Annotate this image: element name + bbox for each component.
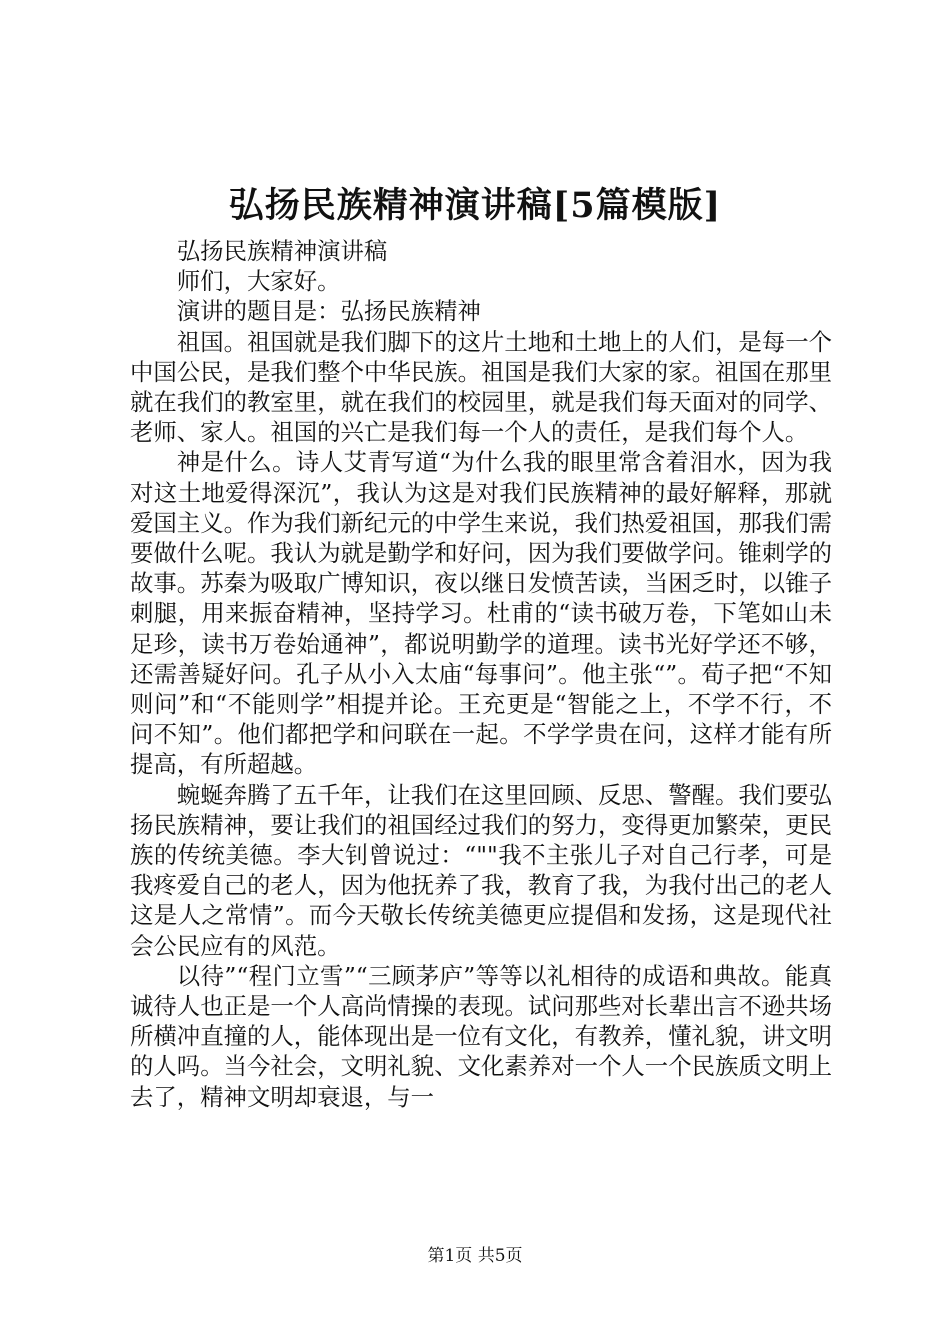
paragraph: 师们，大家好。 xyxy=(176,267,341,296)
document-body xyxy=(130,236,832,1112)
paragraph: 神是什么。诗人艾青写道“为什么我的眼里常含着泪水，因为我对这土地爱得深沉”，我认为这是对我们民族精神的最好解释，那就爱国主义。作为我们新纪元的中学生来说，我们热爱祖国，那我们需要做什么呢。我认为就是勤学和好问，因为我们要做学问。锥刺学的故事。苏秦为吸取广博知识，夜以继日发愤苦读，当困乏时，以锥子刺腿，用来振奋精神，坚持学习。杜甫的“读书破万卷，下笔如山未足珍，读书万卷始通神”，都说明勤学的道理。读书光好学还不够，还需善疑好问。孔子从小入太庙“每事问”。他主张“”。荀子把“不知则问”和“不能则学”相提并论。王充更是“智能之上，不学不行，不问不知”。他们都把学和问联在一起。不学学贵在问，这样才能有所提高，有所超越。 xyxy=(130,448,832,779)
paragraph: 祖国。祖国就是我们脚下的这片土地和土地上的人们，是每一个中国公民，是我们整个中华民族。祖国是我们大家的家。祖国在那里就在我们的教室里，就在我们的校园里，就是我们每天面对的同学、老师、家人。祖国的兴亡是我们每一个人的责任，是我们每个人。 xyxy=(130,327,832,447)
paragraph: 以待”“程门立雪”“三顾茅庐”等等以礼相待的成语和典故。能真诚待人也正是一个人高尚情操的表现。试问那些对长辈出言不逊共场所横冲直撞的人，能体现出是一位有文化，有教养，懂礼貌，讲文明的人吗。当今社会，文明礼貌、文化素养对一个人一个民族质文明上去了，精神文明却衰退，与一 xyxy=(130,961,832,1111)
paragraph: 蜿蜒奔腾了五千年，让我们在这里回顾、反思、警醒。我们要弘扬民族精神，要让我们的祖国经过我们的努力，变得更加繁荣，更民族的传统美德。李大钊曾说过：“""我不主张儿子对自己行孝，可是我疼爱自己的老人，因为他抚养了我，教育了我，为我付出己的老人这是人之常情”。而今天敬长传统美德更应提倡和发扬，这是现代社会公民应有的风范。 xyxy=(130,780,832,960)
paragraph: 演讲的题目是：弘扬民族精神 xyxy=(176,297,481,326)
document-title: 弘扬民族精神演讲稿[5篇模版] xyxy=(228,185,722,226)
page-footer: 第1页 共5页 xyxy=(427,1246,523,1266)
paragraph: 弘扬民族精神演讲稿 xyxy=(176,237,388,265)
